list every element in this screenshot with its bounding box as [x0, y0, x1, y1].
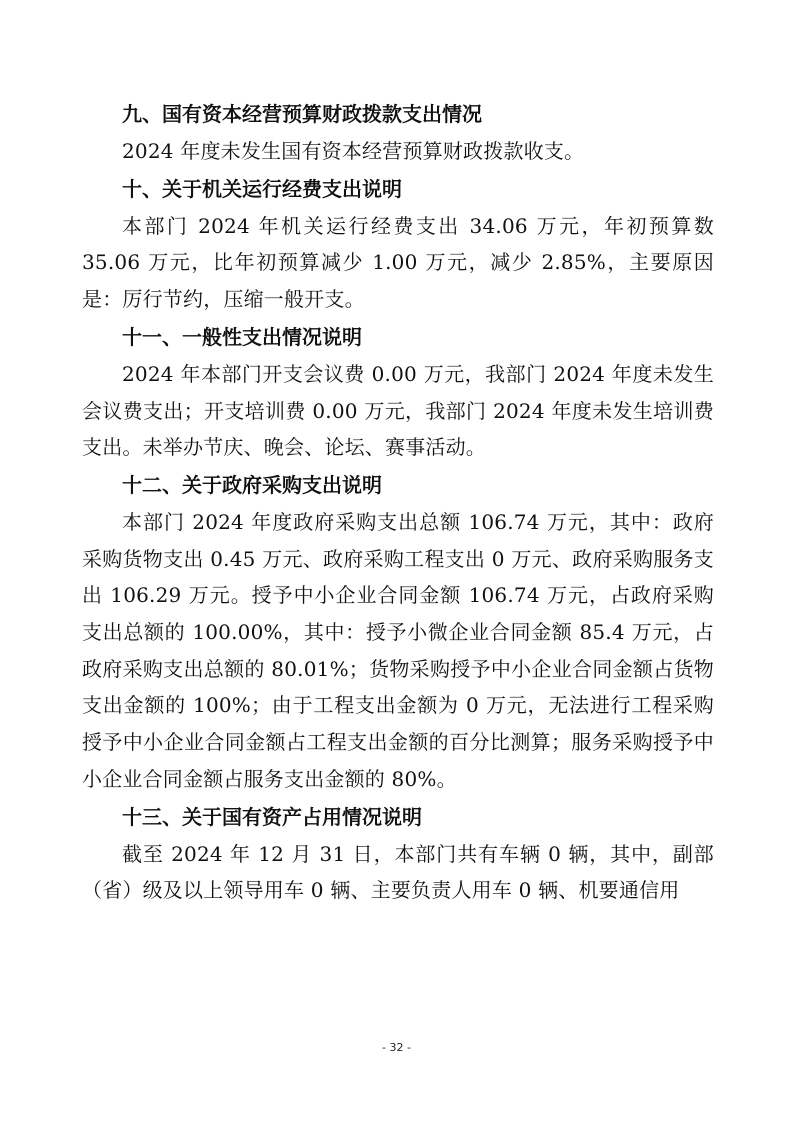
section-paragraph-13: 截至 2024 年 12 月 31 日，本部门共有车辆 0 辆，其中，副部（省）级及以上领导用车 0 辆、主要负责人用车 0 辆、机要通信用: [82, 841, 714, 903]
section-heading-10: 十、关于机关运行经费支出说明: [122, 176, 402, 201]
section-heading-12: 十二、关于政府采购支出说明: [122, 472, 382, 497]
section-heading-11: 十一、一般性支出情况说明: [122, 324, 362, 349]
section-paragraph-10: 本部门 2024 年机关运行经费支出 34.06 万元，年初预算数 35.06 万元，比年初预算减少 1.00 万元，减少 2.85%，主要原因是：厉行节约，压缩一般开支。: [82, 213, 714, 312]
page-number: - 32 -: [382, 1041, 411, 1054]
document-page: [82, 96, 714, 910]
section-paragraph-11: 2024 年本部门开支会议费 0.00 万元，我部门 2024 年度未发生会议费支出；开支培训费 0.00 万元，我部门 2024 年度未发生培训费支出。未举办节庆、晚会、论坛、赛事活动。: [82, 361, 714, 460]
section-heading-13: 十三、关于国有资产占用情况说明: [122, 804, 422, 829]
section-heading-9: 九、国有资本经营预算财政拨款支出情况: [122, 102, 482, 126]
section-paragraph-12: 本部门 2024 年度政府采购支出总额 106.74 万元，其中：政府采购货物支出 0.45 万元、政府采购工程支出 0 万元、政府采购服务支出 106.29 万元。授予中小企业合同金额 106.74 万元，占政府采购支出总额的 100.00%，其中：授予小微企业合同金额 85.4 万元，占政府采购支出总额的 80.01%；货物采购授予中小企业合同金额占货物支出金额的 100%；由于工程支出金额为 0 万元，无法进行工程采购授予中小企业合同金额占工程支出金额的百分比测算；服务采购授予中小企业合同金额占服务支出金额的 80%。: [82, 509, 714, 791]
section-paragraph-9: 2024 年度未发生国有资本经营预算财政拨款收支。: [122, 139, 585, 163]
